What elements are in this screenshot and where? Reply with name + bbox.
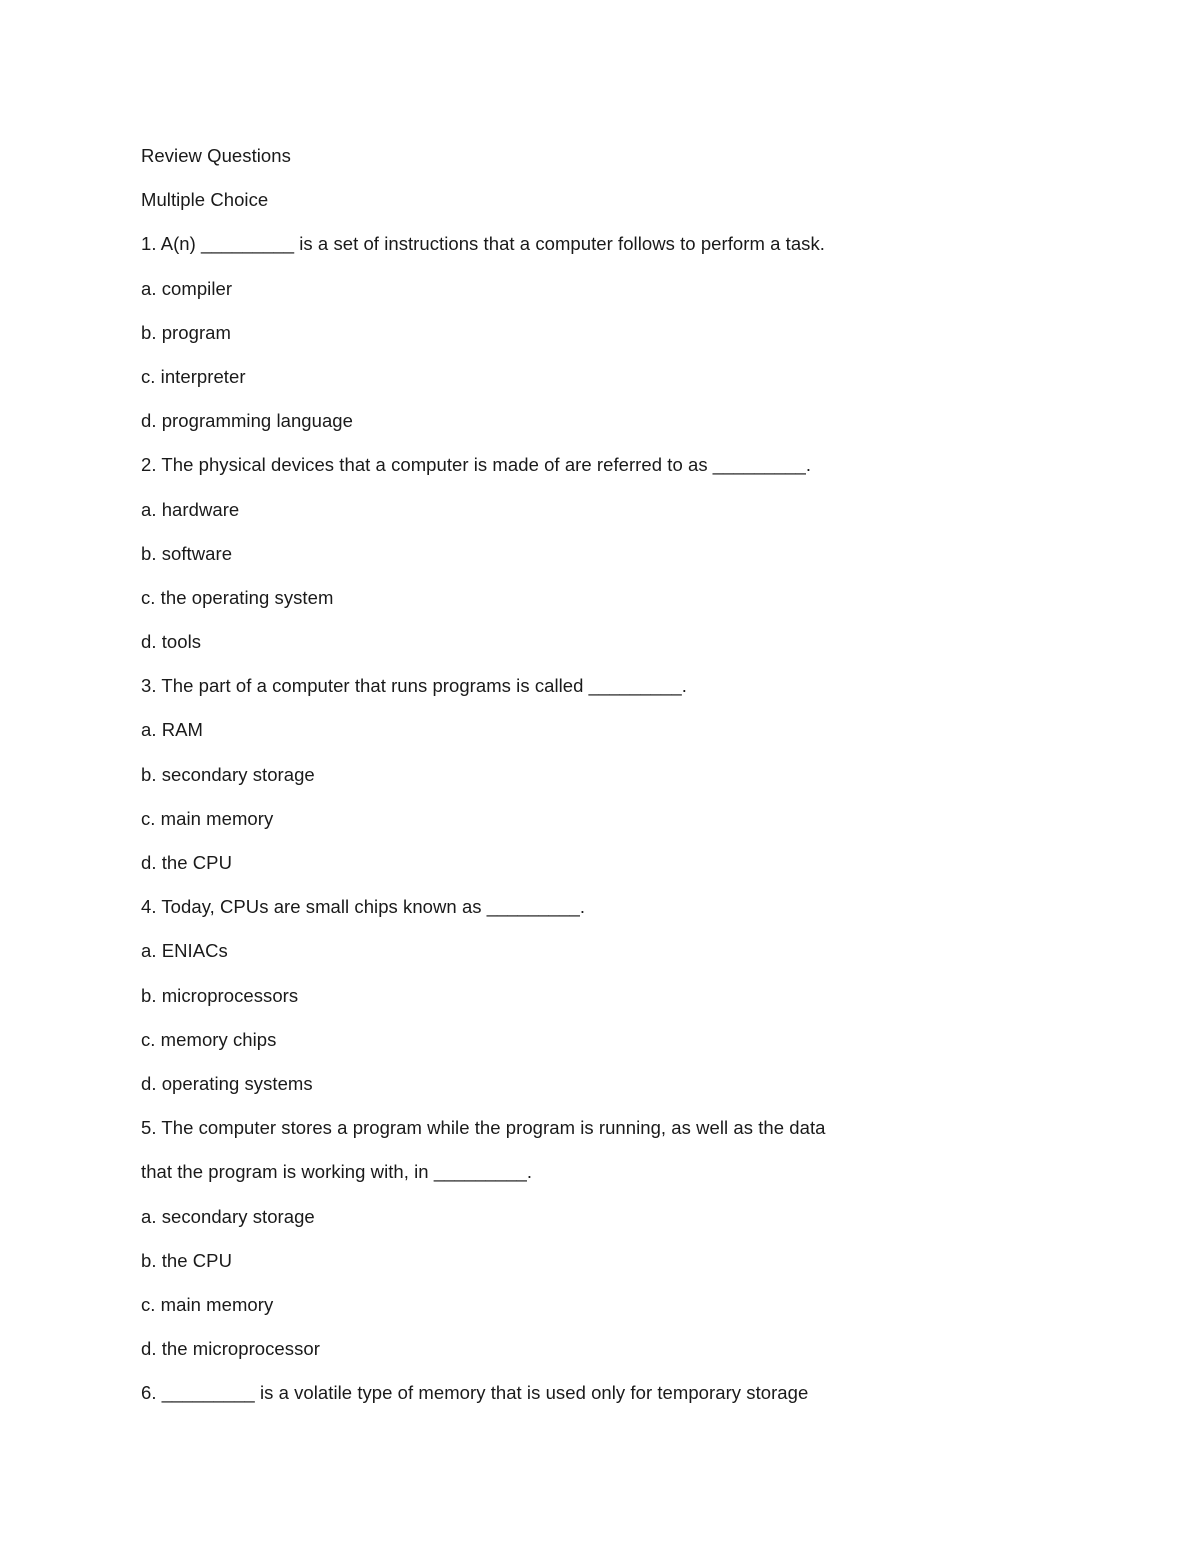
question-3-option-c: c. main memory: [141, 807, 274, 829]
question-5-option-d: d. the microprocessor: [141, 1338, 320, 1360]
question-6-text: 6. _________ is a volatile type of memory that is used only for temporary storage: [141, 1382, 809, 1404]
question-4-option-c: c. memory chips: [141, 1028, 277, 1050]
question-5-text-line-1: 5. The computer stores a program while the program is running, as well as the data: [141, 1117, 826, 1139]
question-5-option-b: b. the CPU: [141, 1249, 232, 1271]
question-2-option-a: a. hardware: [141, 498, 240, 520]
question-2-option-d: d. tools: [141, 631, 202, 653]
section-subheading: Multiple Choice: [141, 189, 269, 211]
question-5-option-a: a. secondary storage: [141, 1205, 315, 1227]
question-4-option-b: b. microprocessors: [141, 984, 299, 1006]
question-1-option-a: a. compiler: [141, 277, 233, 299]
question-2-option-b: b. software: [141, 542, 233, 564]
question-5-option-c: c. main memory: [141, 1293, 274, 1315]
question-1-text: 1. A(n) _________ is a set of instructions that a computer follows to perform a task.: [141, 233, 825, 255]
question-1-option-d: d. programming language: [141, 410, 353, 432]
question-4-text: 4. Today, CPUs are small chips known as _________.: [141, 896, 586, 918]
question-3-option-a: a. RAM: [141, 719, 203, 741]
question-2-text: 2. The physical devices that a computer is made of are referred to as _________.: [141, 454, 812, 476]
question-2-option-c: c. the operating system: [141, 586, 334, 608]
question-1-option-c: c. interpreter: [141, 365, 246, 387]
question-5-text-line-2: that the program is working with, in _________.: [141, 1161, 533, 1183]
question-3-option-d: d. the CPU: [141, 852, 232, 873]
question-4-option-d: d. operating systems: [141, 1072, 313, 1094]
question-4-option-a: a. ENIACs: [141, 940, 228, 962]
question-3-text: 3. The part of a computer that runs programs is called _________.: [141, 675, 687, 697]
document-body: [141, 134, 1101, 1415]
question-1-option-b: b. program: [141, 321, 231, 343]
document-heading: Review Questions: [141, 145, 291, 166]
question-3-option-b: b. secondary storage: [141, 763, 315, 785]
